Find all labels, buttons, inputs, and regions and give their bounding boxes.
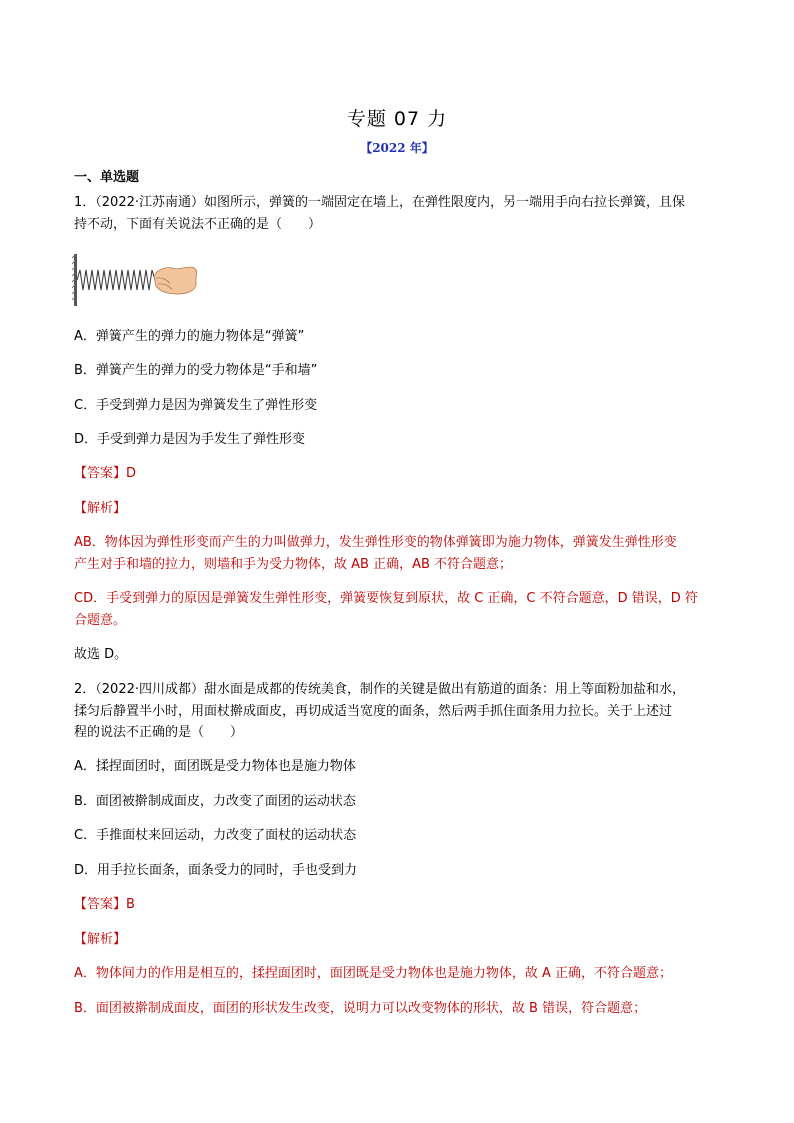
q2-explanation-line-1: A．物体间力的作用是相互的，揉捏面团时，面团既是受力物体也是施力物体，故 A 正确，不符合题意；: [74, 966, 673, 981]
q2-option-c: C．手推面杖来回运动，力改变了面杖的运动状态: [74, 828, 357, 843]
q1-conclusion: 故选 D。: [74, 647, 128, 662]
q2-stem-line-1: 2．（2022·四川成都）甜水面是成都的传统美食，制作的关键是做出有筋道的面条：用上等面粉加盐和水，: [74, 682, 685, 697]
q1-option-c: C．手受到弹力是因为弹簧发生了弹性形变: [74, 398, 318, 413]
q2-analysis-label: 【解析】: [74, 932, 127, 947]
year-heading: 【2022 年】: [360, 141, 434, 155]
q1-analysis-label: 【解析】: [74, 501, 127, 516]
document-title: 专题 07 力: [346, 108, 448, 130]
q1-option-b: B．弹簧产生的弹力的受力物体是“手和墙”: [74, 363, 318, 378]
q2-answer-value: B: [126, 897, 135, 912]
q1-option-a: A．弹簧产生的弹力的施力物体是“弹簧”: [74, 329, 305, 344]
q1-stem-line-2: 持不动，下面有关说法不正确的是（ ）: [74, 217, 322, 232]
q2-answer: [74, 895, 135, 915]
q2-explanation-line-2: B．面团被擀制成面皮，面团的形状发生改变，说明力可以改变物体的形状，故 B 错误，符合题意；: [74, 1001, 647, 1016]
q2-stem-line-2: 揉匀后静置半小时，用面杖擀成面皮，再切成适当宽度的面条，然后两手抓住面条用力拉长。关于上述过: [74, 704, 673, 719]
q2-stem-line-3: 程的说法不正确的是（ ）: [74, 725, 244, 740]
spring-wall-hand-illustration: [72, 250, 202, 310]
q1-option-d: D．手受到弹力是因为手发生了弹性形变: [74, 432, 306, 447]
q1-explanation-line-1: AB．物体因为弹性形变而产生的力叫做弹力，发生弹性形变的物体弹簧即为施力物体，弹簧发生弹性形变: [74, 535, 677, 550]
q2-option-b: B．面团被擀制成面皮，力改变了面团的运动状态: [74, 794, 356, 809]
q1-explanation-line-4: 合题意。: [74, 613, 127, 628]
section-heading: 一、单选题: [74, 170, 140, 185]
q1-explanation-line-3: CD．手受到弹力的原因是弹簧发生弹性形变，弹簧要恢复到原状，故 C 正确，C 不符合题意，D 错误，D 符: [74, 591, 698, 606]
q2-option-a: A．揉捏面团时，面团既是受力物体也是施力物体: [74, 759, 356, 774]
q2-option-d: D．用手拉长面条，面条受力的同时，手也受到力: [74, 863, 358, 878]
q1-answer-label: 【答案】: [74, 466, 127, 481]
q1-explanation-line-2: 产生对手和墙的拉力，则墙和手为受力物体，故 AB 正确，AB 不符合题意；: [74, 557, 513, 572]
q1-answer-value: D: [126, 466, 137, 481]
spring-hand-figure: [72, 250, 202, 310]
q1-answer: [74, 464, 136, 484]
q2-answer-label: 【答案】: [74, 897, 127, 912]
q1-stem-line-1: 1．（2022·江苏南通）如图所示，弹簧的一端固定在墙上，在弹性限度内，另一端用手向右拉长弹簧，且保: [74, 195, 685, 210]
